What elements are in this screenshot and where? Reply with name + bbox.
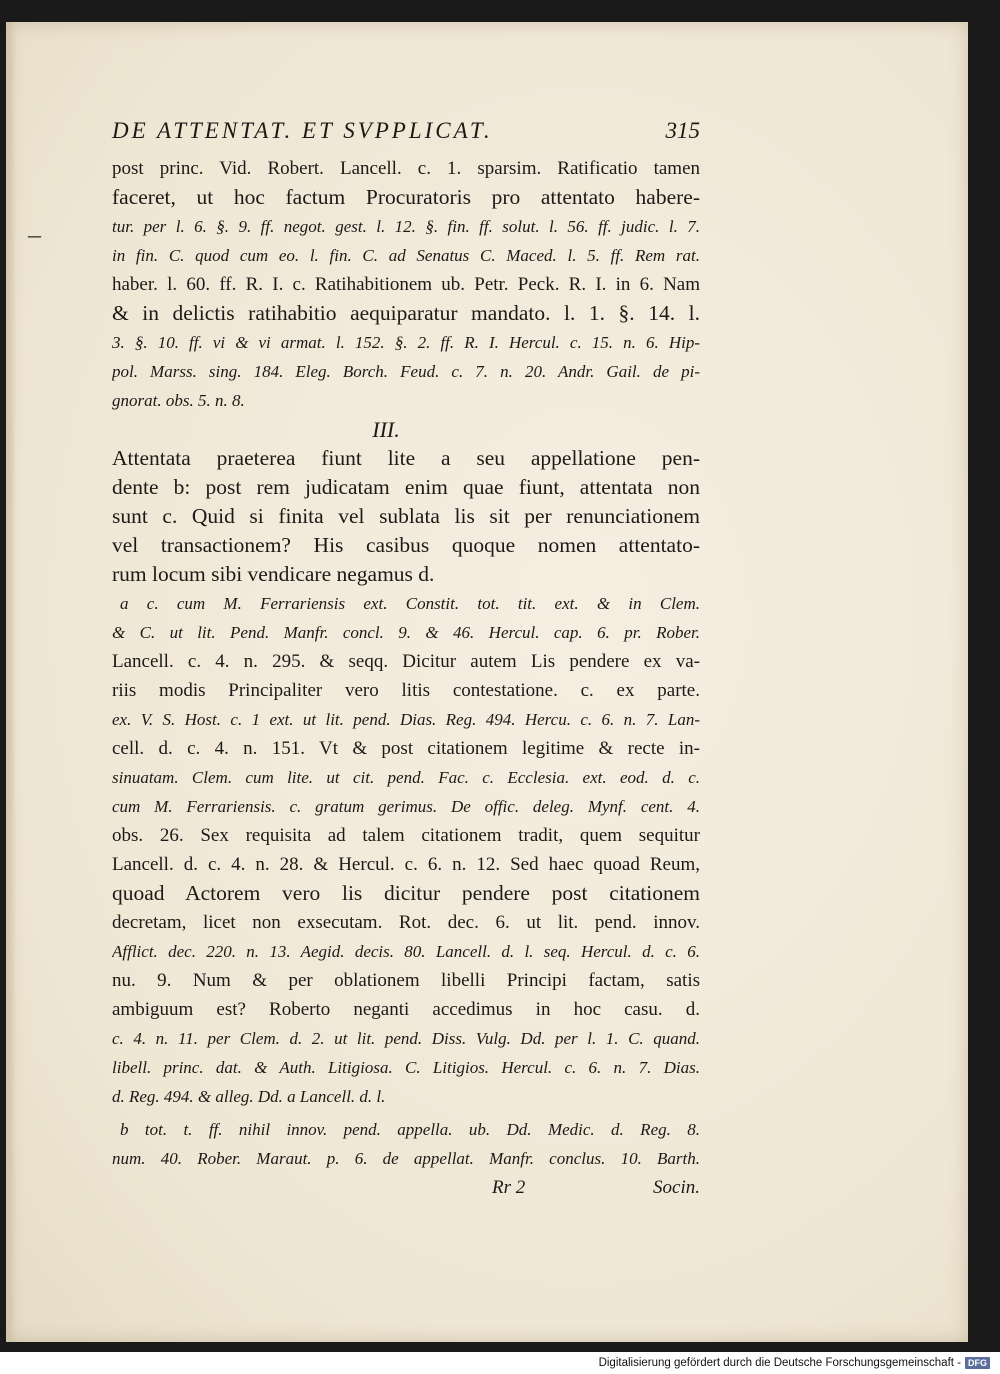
running-header xyxy=(112,118,700,154)
text-line: dente b: post rem judicatam enim quae fiunt, attentata non xyxy=(112,475,700,499)
text-line: ex. V. S. Host. c. 1 ext. ut lit. pend. Dias. Reg. 494. Hercu. c. 6. n. 7. Lan- xyxy=(112,710,700,729)
text-line: vel transactionem? His casibus quoque nomen attentato- xyxy=(112,533,700,557)
paragraph-one xyxy=(112,154,700,415)
digitization-credit xyxy=(0,1352,1000,1374)
text-line: a c. cum M. Ferrariensis ext. Constit. tot. tit. ext. & in Clem. xyxy=(120,594,700,613)
text-line: quoad Actorem vero lis dicitur pendere post citationem xyxy=(112,881,700,905)
text-line: b tot. t. ff. nihil innov. pend. appella. ub. Dd. Medic. d. Reg. 8. xyxy=(120,1120,700,1139)
text-line: ambiguum est? Roberto neganti accedimus in hoc casu. d. xyxy=(112,999,700,1020)
catchword: Socin. xyxy=(653,1177,700,1198)
text-line: Lancell. c. 4. n. 295. & seqq. Dicitur autem Lis pendere ex va- xyxy=(112,651,700,672)
section-numeral: III. xyxy=(372,417,400,442)
text-line: tur. per l. 6. §. 9. ff. negot. gest. l. 12. §. fin. ff. solut. l. 56. ff. judic. l. 7. xyxy=(112,217,700,236)
page-number: 315 xyxy=(665,118,700,143)
text-line: in fin. C. quod cum eo. l. fin. C. ad Senatus C. Maced. l. 5. ff. Rem rat. xyxy=(112,246,700,265)
text-line: Lancell. d. c. 4. n. 28. & Hercul. c. 6. n. 12. Sed haec quoad Reum, xyxy=(112,854,700,875)
text-line: cum M. Ferrariensis. c. gratum gerimus. De offic. deleg. Mynf. cent. 4. xyxy=(112,797,700,816)
credit-text: Digitalisierung gefördert durch die Deutsche Forschungsgemeinschaft - xyxy=(598,1357,961,1369)
paragraph-two xyxy=(112,444,700,589)
text-line: gnorat. obs. 5. n. 8. xyxy=(112,391,245,410)
text-line: libell. princ. dat. & Auth. Litigiosa. C. Litigios. Hercul. c. 6. n. 7. Dias. xyxy=(112,1058,700,1077)
footnote-a xyxy=(112,589,700,1111)
dfg-logo: DFG xyxy=(965,1357,990,1369)
text-line: num. 40. Rober. Maraut. p. 6. de appellat. Manfr. conclus. 10. Barth. xyxy=(112,1149,700,1168)
margin-mark: – xyxy=(28,220,41,249)
text-line: riis modis Principaliter vero litis contestatione. c. ex parte. xyxy=(112,680,700,701)
text-block xyxy=(112,118,700,1202)
page-gutter-shadow xyxy=(6,22,16,1342)
text-line: pol. Marss. sing. 184. Eleg. Borch. Feud. c. 7. n. 20. Andr. Gail. de pi- xyxy=(112,362,700,381)
footnote-b xyxy=(112,1115,700,1173)
text-line: post princ. Vid. Robert. Lancell. c. 1. sparsim. Ratificatio tamen xyxy=(112,158,700,179)
signature-mark: Rr 2 xyxy=(492,1177,526,1198)
text-line: Afflict. dec. 220. n. 13. Aegid. decis. 80. Lancell. d. l. seq. Hercul. d. c. 6. xyxy=(112,942,700,961)
text-line: haber. l. 60. ff. R. I. c. Ratihabitionem ub. Petr. Peck. R. I. in 6. Nam xyxy=(112,274,700,295)
text-line: 3. §. 10. ff. vi & vi armat. l. 152. §. 2. ff. R. I. Hercul. c. 15. n. 6. Hip- xyxy=(112,333,700,352)
text-line: c. 4. n. 11. per Clem. d. 2. ut lit. pend. Diss. Vulg. Dd. per l. 1. C. quand. xyxy=(112,1029,700,1048)
text-line: sunt c. Quid si finita vel sublata lis sit per renunciationem xyxy=(112,504,700,528)
text-line: faceret, ut hoc factum Procuratoris pro attentato habere- xyxy=(112,185,700,209)
text-line: sinuatam. Clem. cum lite. ut cit. pend. Fac. c. Ecclesia. ext. eod. d. c. xyxy=(112,768,700,787)
text-line: decretam, licet non exsecutam. Rot. dec. 6. ut lit. pend. innov. xyxy=(112,912,700,933)
text-line: & C. ut lit. Pend. Manfr. concl. 9. & 46. Hercul. cap. 6. pr. Rober. xyxy=(112,623,700,642)
text-line: obs. 26. Sex requisita ad talem citationem tradit, quem sequitur xyxy=(112,825,700,846)
text-line: rum locum sibi vendicare negamus d. xyxy=(112,562,435,586)
text-line: Attentata praeterea fiunt lite a seu appellatione pen- xyxy=(112,446,700,470)
page-footer xyxy=(112,1173,700,1202)
text-line: d. Reg. 494. & alleg. Dd. a Lancell. d. l. xyxy=(112,1087,386,1106)
text-line: & in delictis ratihabitio aequiparatur mandato. l. 1. §. 14. l. xyxy=(112,301,700,325)
text-line: cell. d. c. 4. n. 151. Vt & post citationem legitime & recte in- xyxy=(112,738,700,759)
text-line: nu. 9. Num & per oblationem libelli Principi factam, satis xyxy=(112,970,700,991)
running-title: DE ATTENTAT. ET SVPPLICAT. xyxy=(112,118,493,143)
